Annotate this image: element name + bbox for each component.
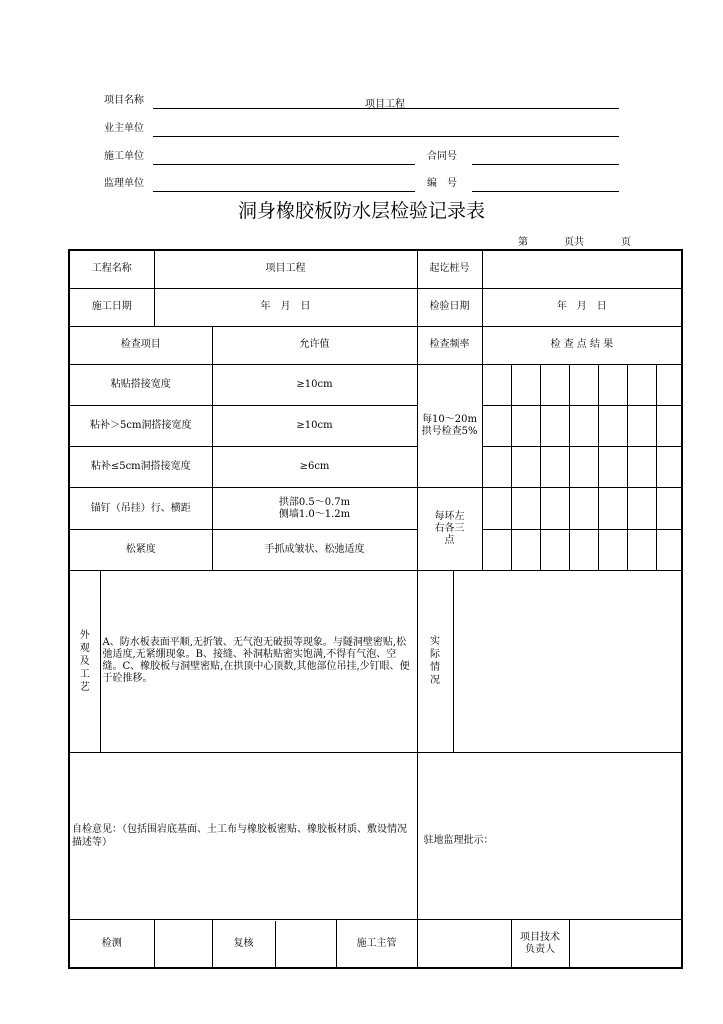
supervisor-comment-text: 驻地监理批示： [423,835,494,847]
appearance-text-cell [100,570,417,752]
tech-lead-label [511,920,569,968]
page-di: 第 [518,237,528,248]
item-cell: 粘补＞5cm洞搭接宽度 [69,406,212,447]
owner-label: 业主单位 [104,123,144,134]
frequency-cell-1: 每10～20m拱号检查5% [417,364,482,488]
page-ye: 页 [621,237,631,248]
item-cell: 粘补≤5cm洞搭接宽度 [69,447,212,488]
result-cell[interactable] [540,406,569,447]
frequency-2-text: 每环左右各三点 [434,511,465,547]
result-cell[interactable] [656,447,682,488]
allowance-line-2: 侧墙1.0～1.2m [278,508,351,520]
result-cell[interactable] [598,406,627,447]
inspector-sign-cell[interactable] [154,920,212,968]
construction-unit-line[interactable] [153,164,415,165]
inspection-date-value[interactable]: 年 月 日 [482,288,682,326]
result-cell[interactable] [540,447,569,488]
result-cell[interactable] [569,447,598,488]
reviewer-sign-cell[interactable] [276,921,336,967]
item-cell: 粘贴搭接宽度 [69,364,212,405]
allowance-cell [212,488,417,529]
appearance-text: A、防水板表面平顺,无折皱、无气泡无破损等现象。与隧洞壁密贴,松弛适度,无紧绷现象。B、接缝、补洞粘贴密实饱满,不得有气泡、空缝。C、橡胶板与洞壁密贴,在拱顶中心顶数,其他部位吊挂,少钉眼、便于砼推移。 [102,637,410,685]
page-total: 页共 [564,237,584,248]
result-cell[interactable] [511,447,540,488]
project-name-label: 项目名称 [104,95,144,106]
supervision-unit-label: 监理单位 [104,178,144,189]
result-cell[interactable] [482,364,511,405]
result-cell[interactable] [627,488,656,529]
result-cell[interactable] [511,488,540,529]
tech-lead-sign-cell[interactable] [569,920,682,968]
tech-lead-text: 项目技术负责人 [520,931,561,955]
table-row [69,250,682,288]
result-cell[interactable] [627,529,656,570]
result-cell[interactable] [598,364,627,405]
result-cell[interactable] [540,364,569,405]
construction-unit-label: 施工单位 [104,151,144,162]
station-value[interactable] [482,250,682,288]
serial-no-label: 编 号 [427,178,457,189]
result-cell[interactable] [482,406,511,447]
frequency-cell-2 [417,488,482,570]
allowance-line-1: 拱部0.5～0.7m [278,496,351,508]
allowance-cell: ≥6cm [212,447,417,488]
allowance-cell: ≥10cm [212,364,417,405]
inspection-form-table [68,249,683,969]
project-value[interactable]: 项目工程 [154,250,417,288]
inspector-label: 检测 [69,920,154,968]
result-cell[interactable] [482,447,511,488]
appearance-label: 外观及工艺 [79,629,90,693]
result-cell[interactable] [656,488,682,529]
result-cell[interactable] [627,406,656,447]
col-header-item: 检查项目 [69,326,212,364]
reviewer-label: 复核 [213,921,276,967]
col-header-allowance: 允许值 [212,326,417,364]
supervisor-label: 施工主管 [336,920,417,968]
result-cell[interactable] [656,406,682,447]
result-cell[interactable] [540,488,569,529]
table-row [69,447,682,488]
table-row [69,406,682,447]
sign-row [69,920,682,968]
result-cell[interactable] [627,364,656,405]
project-label: 工程名称 [69,250,154,288]
result-cell[interactable] [511,364,540,405]
result-cell[interactable] [569,529,598,570]
item-cell: 锚钉（吊挂）行、横距 [69,488,212,529]
result-cell[interactable] [598,529,627,570]
result-cell[interactable] [627,447,656,488]
result-cell[interactable] [511,529,540,570]
result-cell[interactable] [569,488,598,529]
table-row [69,288,682,326]
table-row [69,529,682,570]
table-header-row [69,326,682,364]
allowance-cell: ≥10cm [212,406,417,447]
owner-line[interactable] [153,136,619,137]
inspection-date-label: 检验日期 [417,288,482,326]
contract-no-line[interactable] [472,164,619,165]
construction-date-value[interactable]: 年 月 日 [154,288,417,326]
result-cell[interactable] [482,529,511,570]
appearance-label-cell [69,570,100,752]
allowance-cell: 手抓成皱状、松弛适度 [212,529,417,570]
actual-situation-cell[interactable] [453,570,682,752]
table-row [69,364,682,405]
serial-no-line[interactable] [472,191,619,192]
supervisor-sign-cell[interactable] [417,920,511,968]
reviewer-cell [212,920,336,968]
actual-label-cell [417,570,453,752]
supervisor-comment-cell[interactable] [417,752,682,920]
result-cell[interactable] [656,529,682,570]
result-cell[interactable] [511,406,540,447]
result-cell[interactable] [656,364,682,405]
construction-date-label: 施工日期 [69,288,154,326]
result-cell[interactable] [569,406,598,447]
appearance-row [69,570,682,752]
result-cell[interactable] [569,364,598,405]
self-check-text: 自检意见：（包括围岩底基面、土工布与橡胶板密贴、橡胶板材质、敷设情况描述等） [72,823,407,848]
result-cell[interactable] [540,529,569,570]
col-header-result: 检 查 点 结 果 [482,326,682,364]
item-cell: 松紧度 [69,529,212,570]
result-cell[interactable] [482,488,511,529]
supervision-unit-line[interactable] [153,191,415,192]
self-check-cell[interactable] [69,752,417,920]
table-row [69,488,682,529]
col-header-frequency: 检查频率 [417,326,482,364]
result-cell[interactable] [598,447,627,488]
project-name-value[interactable]: 项目工程 [365,99,405,110]
comment-row [69,752,682,920]
contract-no-label: 合同号 [427,151,457,162]
result-cell[interactable] [598,488,627,529]
actual-label: 实际情况 [430,636,441,687]
station-label: 起讫桩号 [417,250,482,288]
page-title: 洞身橡胶板防水层检验记录表 [237,200,485,222]
